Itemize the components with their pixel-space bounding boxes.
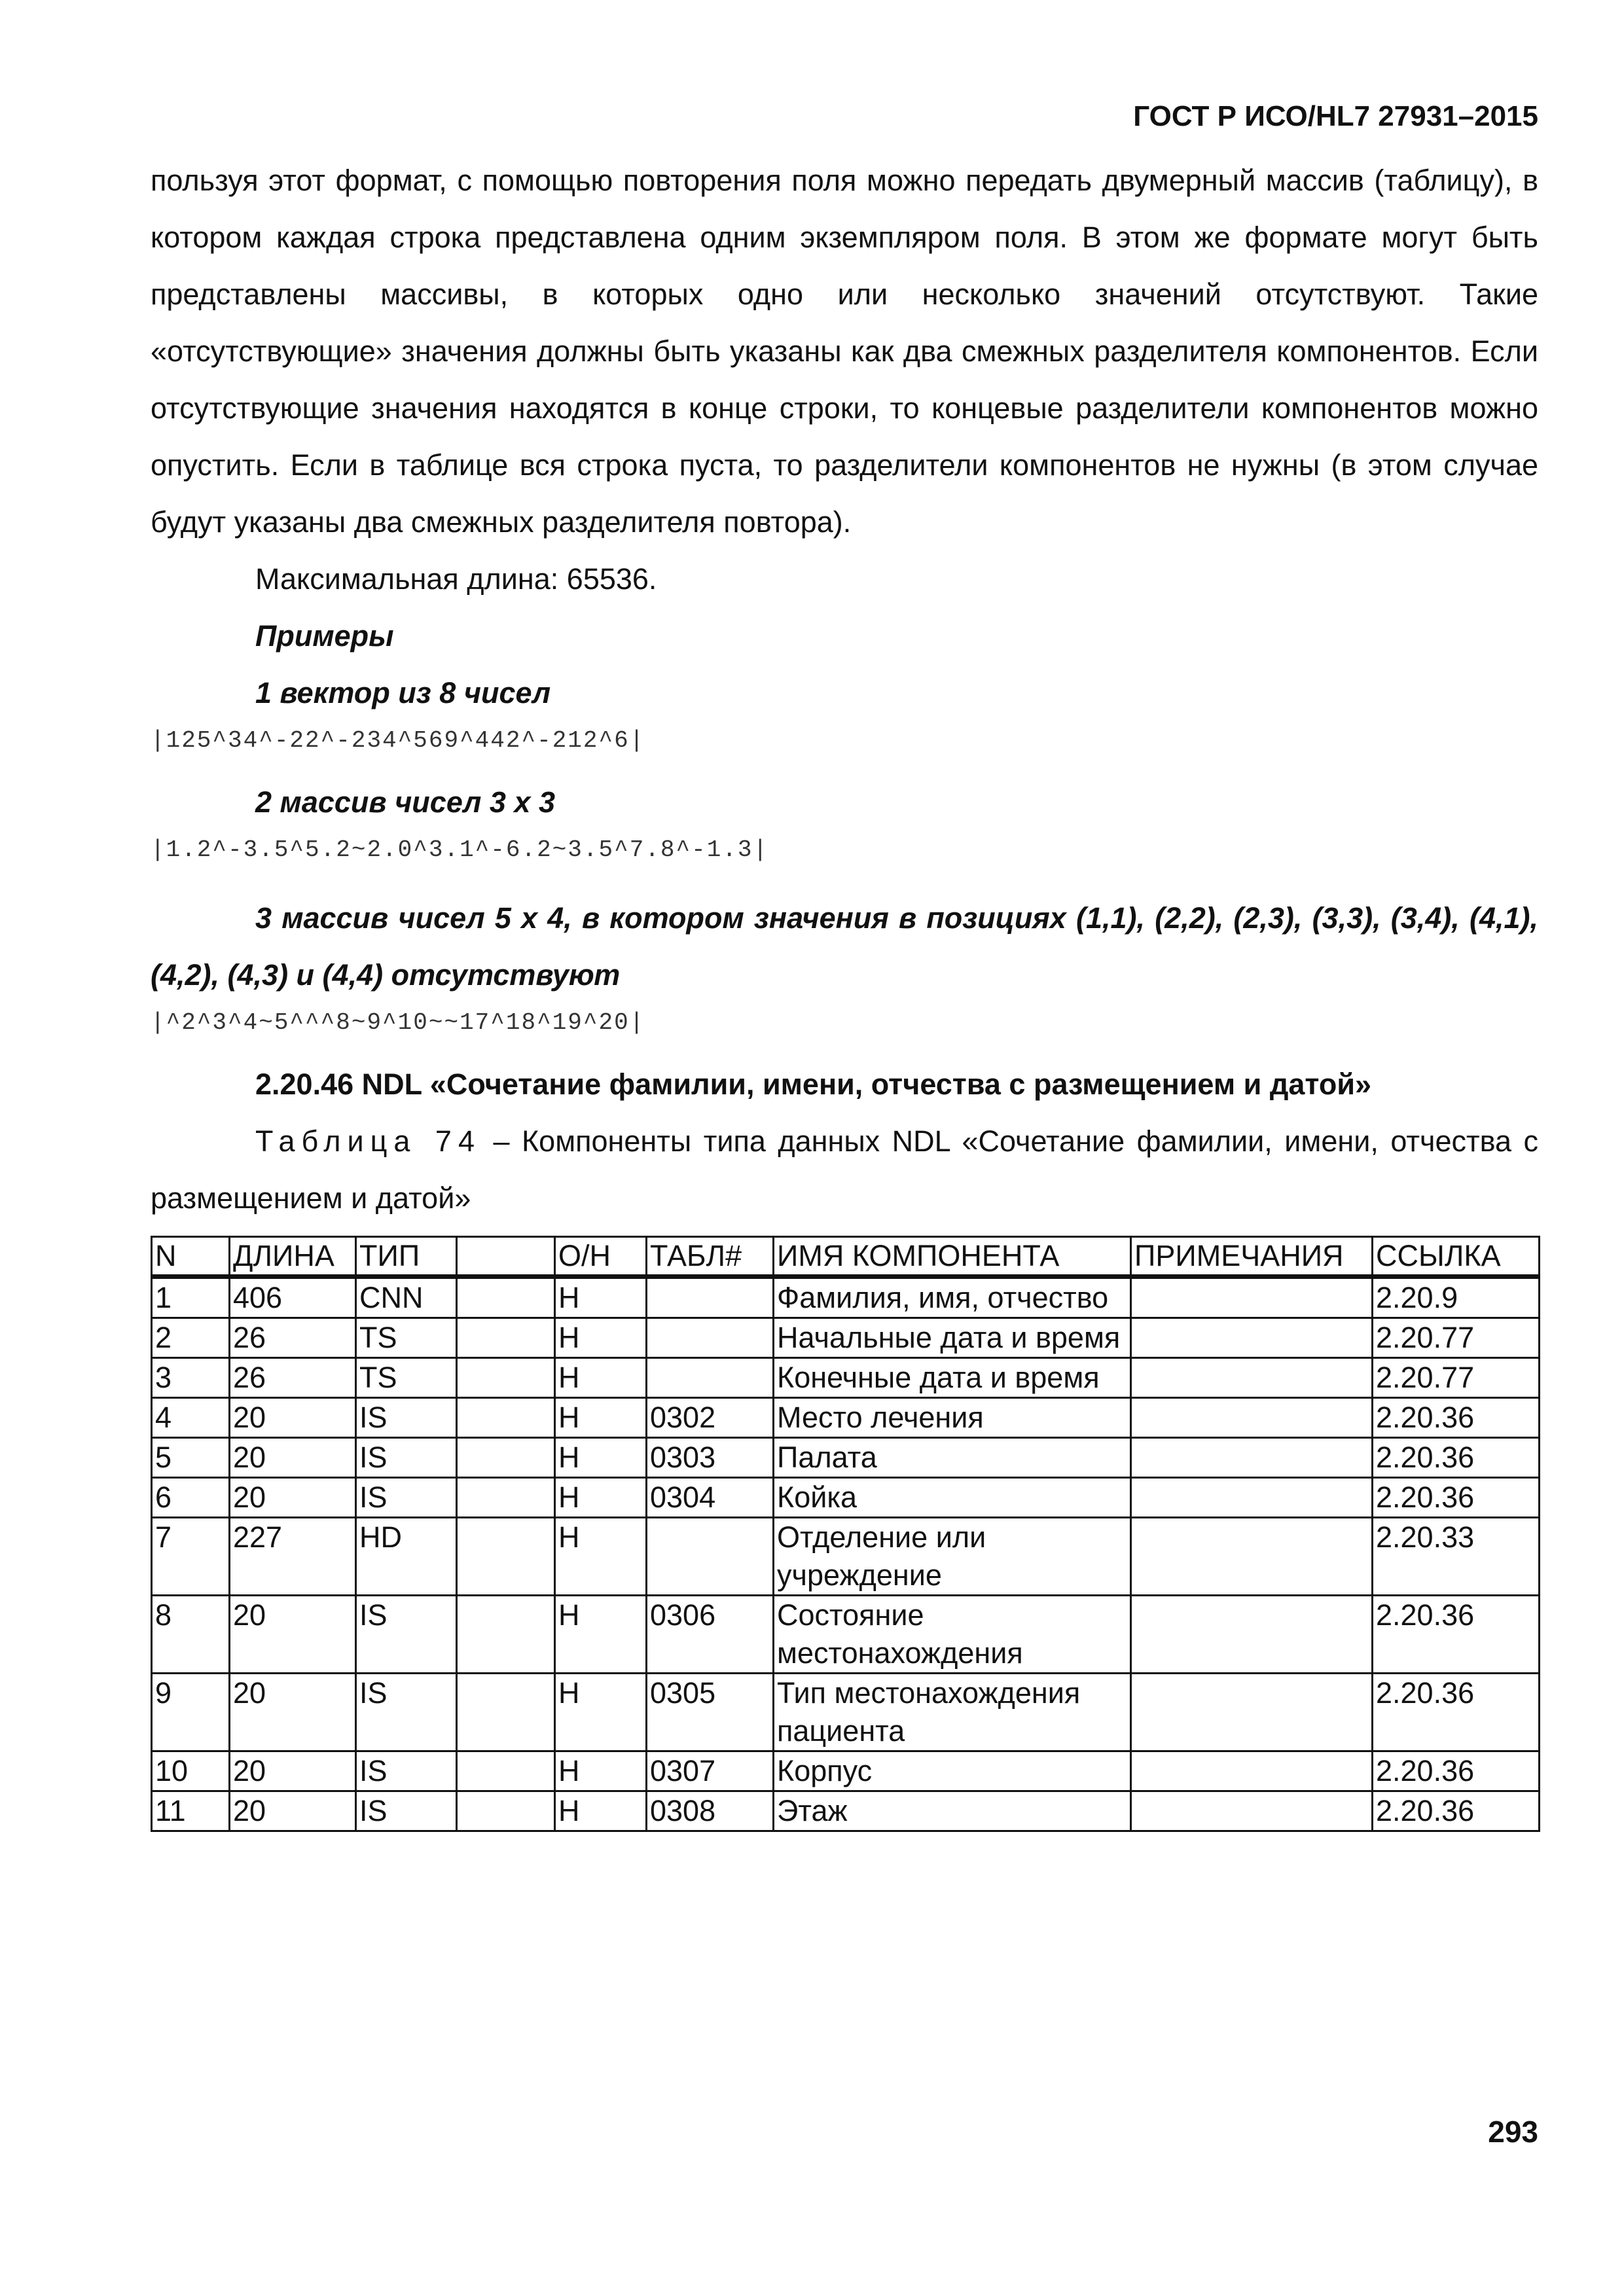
- table-cell: 20: [230, 1478, 356, 1518]
- table-cell: 0305: [647, 1674, 774, 1751]
- table-cell: 20: [230, 1751, 356, 1791]
- table-cell: [647, 1277, 774, 1318]
- table-caption-text: – Компоненты типа данных NDL «Сочетание фамилии, имени, отчества с размещением и датой»: [151, 1124, 1538, 1215]
- table-cell: Койка: [774, 1478, 1131, 1518]
- table-cell: Н: [555, 1277, 647, 1318]
- table-row: [152, 1398, 1540, 1438]
- table-cell: 2.20.36: [1373, 1751, 1540, 1791]
- header-cell-type: ТИП: [356, 1237, 457, 1277]
- table-row: [152, 1791, 1540, 1831]
- table-cell: Отделение или учреждение: [774, 1518, 1131, 1596]
- header-cell-component-name: ИМЯ КОМПОНЕНТА: [774, 1237, 1131, 1277]
- table-cell: 20: [230, 1791, 356, 1831]
- table-row: [152, 1478, 1540, 1518]
- table-cell: 2.20.36: [1373, 1478, 1540, 1518]
- example-1-title: 1 вектор из 8 чисел: [255, 676, 551, 709]
- table-cell: [457, 1518, 555, 1596]
- table-cell: 0307: [647, 1751, 774, 1791]
- example-2-code: |1.2^-3.5^5.2~2.0^3.1^-6.2~3.5^7.8^-1.3|: [151, 836, 769, 863]
- table-cell: 20: [230, 1438, 356, 1478]
- table-cell: IS: [356, 1398, 457, 1438]
- table-cell: 7: [152, 1518, 230, 1596]
- table-cell: Палата: [774, 1438, 1131, 1478]
- table-cell: 2.20.77: [1373, 1358, 1540, 1398]
- table-cell: 1: [152, 1277, 230, 1318]
- table-cell: Этаж: [774, 1791, 1131, 1831]
- table-cell: 5: [152, 1438, 230, 1478]
- table-cell: 26: [230, 1358, 356, 1398]
- table-header-row: [152, 1237, 1540, 1277]
- table-cell: [457, 1478, 555, 1518]
- table-cell: [457, 1358, 555, 1398]
- table-cell: 2.20.36: [1373, 1791, 1540, 1831]
- table-cell: Н: [555, 1358, 647, 1398]
- table-cell: 0306: [647, 1596, 774, 1674]
- table-cell: TS: [356, 1358, 457, 1398]
- table-cell: [457, 1596, 555, 1674]
- table-cell: 0302: [647, 1398, 774, 1438]
- table-cell: Н: [555, 1318, 647, 1358]
- table-cell: TS: [356, 1318, 457, 1358]
- table-row: [152, 1518, 1540, 1596]
- components-table: [151, 1236, 1540, 1832]
- table-cell: [457, 1791, 555, 1831]
- table-cell: [1131, 1751, 1373, 1791]
- table-cell: [457, 1438, 555, 1478]
- table-cell: [1131, 1398, 1373, 1438]
- header-cell-n: N: [152, 1237, 230, 1277]
- table-cell: [1131, 1674, 1373, 1751]
- table-cell: 3: [152, 1358, 230, 1398]
- table-caption: [151, 1113, 1538, 1227]
- table-cell: Корпус: [774, 1751, 1131, 1791]
- table-cell: 406: [230, 1277, 356, 1318]
- table-cell: 9: [152, 1674, 230, 1751]
- examples-heading: Примеры: [255, 619, 394, 653]
- table-cell: 11: [152, 1791, 230, 1831]
- table-cell: Н: [555, 1398, 647, 1438]
- table-cell: [1131, 1318, 1373, 1358]
- header-cell-reference: ССЫЛКА: [1373, 1237, 1540, 1277]
- table-cell: Н: [555, 1518, 647, 1596]
- page-number: 293: [1488, 2115, 1538, 2149]
- header-cell-optionality: О/Н: [555, 1237, 647, 1277]
- table-cell: 2: [152, 1318, 230, 1358]
- table-cell: 2.20.36: [1373, 1398, 1540, 1438]
- example-3-code: |^2^3^4~5^^^8~9^10~~17^18^19^20|: [151, 1009, 645, 1036]
- table-row: [152, 1277, 1540, 1318]
- table-cell: Начальные дата и время: [774, 1318, 1131, 1358]
- table-cell: Фамилия, имя, отчество: [774, 1277, 1131, 1318]
- table-cell: [1131, 1518, 1373, 1596]
- table-cell: IS: [356, 1674, 457, 1751]
- table-row: [152, 1358, 1540, 1398]
- table-cell: 2.20.36: [1373, 1438, 1540, 1478]
- table-cell: [457, 1398, 555, 1438]
- page-content: [151, 152, 1538, 1832]
- table-cell: Н: [555, 1751, 647, 1791]
- table-cell: 227: [230, 1518, 356, 1596]
- table-cell: 20: [230, 1596, 356, 1674]
- table-row: [152, 1318, 1540, 1358]
- table-row: [152, 1751, 1540, 1791]
- table-cell: 2.20.33: [1373, 1518, 1540, 1596]
- table-cell: [1131, 1277, 1373, 1318]
- table-cell: 6: [152, 1478, 230, 1518]
- example-3-title: 3 массив чисел 5 x 4, в котором значения в позициях (1,1), (2,2), (2,3), (3,3), (3,4), (4,1), (4,2), (4,3) и (4,4) отсутствуют: [151, 901, 1538, 992]
- table-cell: 0308: [647, 1791, 774, 1831]
- table-cell: Тип местонахождения пациента: [774, 1674, 1131, 1751]
- example-2-title: 2 массив чисел 3 x 3: [255, 785, 555, 819]
- table-body: [152, 1277, 1540, 1831]
- table-cell: 4: [152, 1398, 230, 1438]
- table-cell: 2.20.36: [1373, 1596, 1540, 1674]
- table-cell: [457, 1277, 555, 1318]
- header-cell-length: ДЛИНА: [230, 1237, 356, 1277]
- continuation-paragraph: пользуя этот формат, с помощью повторения поля можно передать двумерный массив (таблицу), в котором каждая строка представлена одним экземпляром поля. В этом же формате могут быть представлены массивы, в которых одно или несколько значений отсутствуют. Такие «отсутствующие» значения должны быть указаны как два смежных разделителя компонентов. Если отсутствующие значения находятся в конце строки, то концевые разделители компонентов можно опустить. Если в таблице вся строка пуста, то разделители компонентов не нужны (в этом случае будут указаны два смежных разделителя повтора).: [151, 164, 1538, 539]
- section-heading: 2.20.46 NDL «Сочетание фамилии, имени, отчества с размещением и датой»: [255, 1067, 1372, 1101]
- table-cell: Н: [555, 1478, 647, 1518]
- table-cell: Место лечения: [774, 1398, 1131, 1438]
- table-cell: [647, 1318, 774, 1358]
- table-cell: 26: [230, 1318, 356, 1358]
- table-label: Таблица 74: [255, 1124, 481, 1158]
- table-cell: [1131, 1791, 1373, 1831]
- table-cell: Состояние местонахождения: [774, 1596, 1131, 1674]
- table-row: [152, 1438, 1540, 1478]
- table-cell: HD: [356, 1518, 457, 1596]
- table-cell: Н: [555, 1674, 647, 1751]
- table-cell: 2.20.36: [1373, 1674, 1540, 1751]
- table-row: [152, 1596, 1540, 1674]
- table-cell: Н: [555, 1791, 647, 1831]
- table-cell: 0304: [647, 1478, 774, 1518]
- table-cell: 2.20.9: [1373, 1277, 1540, 1318]
- table-cell: 2.20.77: [1373, 1318, 1540, 1358]
- example-1-code: |125^34^-22^-234^569^442^-212^6|: [151, 727, 645, 754]
- table-cell: IS: [356, 1478, 457, 1518]
- table-cell: 10: [152, 1751, 230, 1791]
- table-cell: [457, 1318, 555, 1358]
- document-id-header: ГОСТ Р ИСО/HL7 27931–2015: [1133, 100, 1538, 132]
- table-cell: 20: [230, 1674, 356, 1751]
- table-cell: Н: [555, 1438, 647, 1478]
- table-cell: IS: [356, 1791, 457, 1831]
- header-cell-notes: ПРИМЕЧАНИЯ: [1131, 1237, 1373, 1277]
- table-cell: [1131, 1358, 1373, 1398]
- table-cell: Конечные дата и время: [774, 1358, 1131, 1398]
- table-cell: 8: [152, 1596, 230, 1674]
- table-cell: CNN: [356, 1277, 457, 1318]
- table-cell: [457, 1751, 555, 1791]
- table-cell: 0303: [647, 1438, 774, 1478]
- header-cell-blank: [457, 1237, 555, 1277]
- table-cell: [1131, 1438, 1373, 1478]
- table-cell: 20: [230, 1398, 356, 1438]
- header-cell-table-number: ТАБЛ#: [647, 1237, 774, 1277]
- table-cell: IS: [356, 1751, 457, 1791]
- max-length-text: Максимальная длина: 65536.: [255, 562, 657, 596]
- table-cell: Н: [555, 1596, 647, 1674]
- table-cell: [1131, 1478, 1373, 1518]
- table-cell: [647, 1518, 774, 1596]
- table-cell: [1131, 1596, 1373, 1674]
- table-cell: [647, 1358, 774, 1398]
- table-cell: IS: [356, 1596, 457, 1674]
- table-cell: [457, 1674, 555, 1751]
- table-row: [152, 1674, 1540, 1751]
- table-cell: IS: [356, 1438, 457, 1478]
